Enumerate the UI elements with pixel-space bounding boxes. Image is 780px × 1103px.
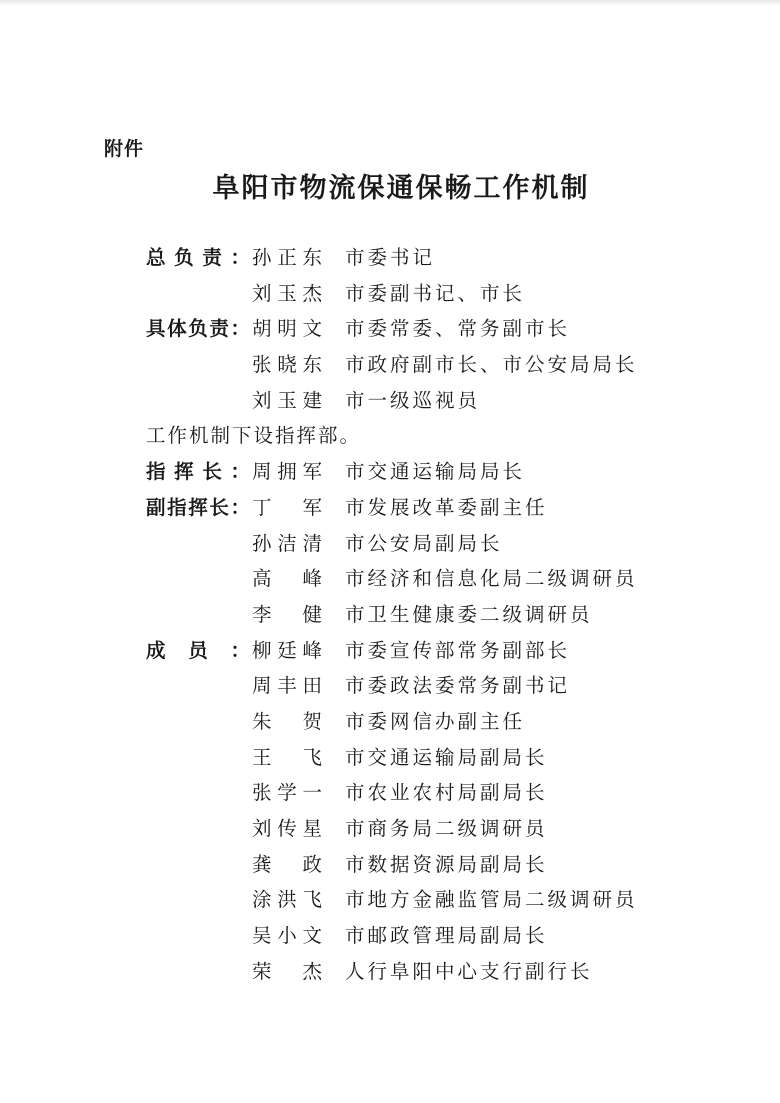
personnel-row [0,777,780,813]
personnel-row [0,528,780,564]
personnel-row [0,813,780,849]
person-name: 涂 洪 飞 [252,888,324,912]
person-name: 周 拥 军 [252,460,324,484]
personnel-row [0,884,780,920]
personnel-row [0,456,780,492]
personnel-row [0,849,780,885]
personnel-list [0,242,780,991]
person-position: 市邮政管理局副局长 [345,924,548,948]
role-label: 指 挥 长 ： [146,460,250,484]
person-name: 荣 杰 [252,959,324,983]
person-position: 市委副书记、市长 [345,281,526,305]
person-name: 周 丰 田 [252,674,324,698]
note-row [0,420,780,456]
personnel-row [0,349,780,385]
person-name: 刘 传 星 [252,817,324,840]
personnel-row [0,385,780,421]
role-label: 成 员 ： [146,638,250,662]
person-name: 朱 贺 [252,709,324,733]
person-name: 丁 军 [252,495,324,519]
person-position: 市发展改革委副主任 [345,495,548,519]
person-name: 孙 正 东 [252,246,324,269]
person-position: 市委政法委常务副书记 [345,674,571,698]
person-name: 刘 玉 建 [252,388,324,412]
person-position: 市数据资源局副局长 [345,852,548,876]
personnel-row [0,956,780,992]
attachment-label: 附件 [104,138,145,160]
person-name: 李 健 [252,602,324,626]
person-position: 市政府副市长、市公安局局长 [345,353,638,377]
personnel-row [0,278,780,314]
person-position: 市农业农村局副局长 [345,781,548,805]
personnel-row [0,599,780,635]
person-position: 市公安局副局长 [345,531,503,555]
person-name: 吴 小 文 [252,924,324,948]
person-position: 市交通运输局局长 [345,460,526,484]
person-position: 市委宣传部常务副部长 [345,638,571,662]
personnel-row [0,706,780,742]
personnel-row [0,563,780,599]
personnel-row [0,635,780,671]
personnel-row [0,492,780,528]
scan-edge [0,0,780,6]
personnel-row [0,242,780,278]
person-name: 高 峰 [252,567,324,591]
person-name: 柳 廷 峰 [252,638,324,662]
person-name: 张 晓 东 [252,353,324,377]
person-position: 市一级巡视员 [345,388,481,412]
person-position: 市卫生健康委二级调研员 [345,602,593,626]
personnel-row [0,313,780,349]
person-position: 市委常委、常务副市长 [345,317,571,341]
personnel-row [0,670,780,706]
person-position: 市经济和信息化局二级调研员 [345,567,638,591]
personnel-row [0,920,780,956]
person-name: 刘 玉 杰 [252,281,324,305]
person-name: 胡 明 文 [252,317,324,341]
person-position: 市委书记 [345,246,436,269]
role-label: 副 指 挥 长 ： [146,495,250,519]
person-position: 市地方金融监管局二级调研员 [345,888,638,912]
person-name: 龚 政 [252,852,324,876]
person-name: 孙 洁 清 [252,531,324,555]
person-position: 市商务局二级调研员 [345,817,548,840]
person-position: 市交通运输局副局长 [345,745,548,769]
personnel-row [0,742,780,778]
person-name: 张 学 一 [252,781,324,805]
role-label: 总 负 责 ： [146,246,250,269]
note-text: 工作机制下设指挥部。 [146,424,362,448]
document-title: 阜阳市物流保通保畅工作机制 [212,173,590,204]
role-label: 具 体 负 责 ： [146,317,250,341]
person-position: 市委网信办副主任 [345,709,526,733]
person-name: 王 飞 [252,745,324,769]
person-position: 人行阜阳中心支行副行长 [345,959,593,983]
